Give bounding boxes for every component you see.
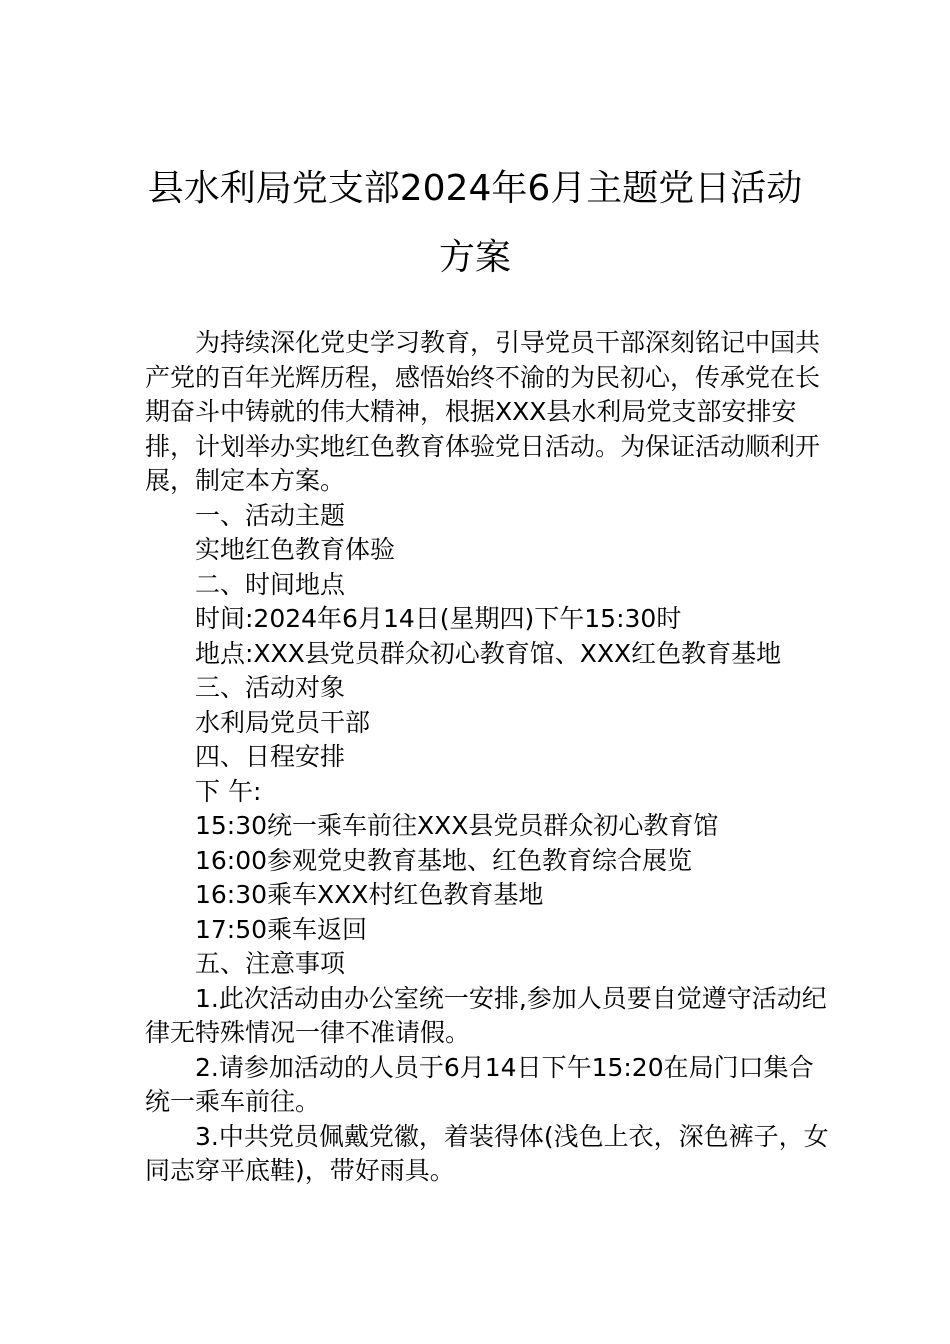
- section-heading-time-place: 二、时间地点: [195, 569, 346, 599]
- document-title-line-2: 方案: [438, 237, 511, 278]
- time-text: 时间:2024年6月14日(星期四)下午15:30时: [195, 604, 682, 633]
- document-title-line-1: 县水利局党支部2024年6月主题党日活动: [147, 168, 803, 209]
- schedule-afternoon-label: 下 午:: [195, 776, 262, 806]
- schedule-item: 15:30统一乘车前往XXX县党员群众初心教育馆: [195, 811, 719, 840]
- theme-text: 实地红色教育体验: [195, 535, 396, 564]
- section-heading-participants: 三、活动对象: [195, 673, 346, 702]
- note-item: 3.中共党员佩戴党徽，着装得体(浅色上衣，深色裤子，女同志穿平底鞋)，带好雨具。: [145, 1121, 829, 1185]
- document-body: [145, 326, 835, 1189]
- section-heading-notes: 五、注意事项: [195, 949, 346, 978]
- intro-paragraph: 为持续深化党史学习教育，引导党员干部深刻铭记中国共产党的百年光辉历程，感悟始终不渝的为民初心，传承党在长期奋斗中铸就的伟大精神，根据XXX县水利局党支部安排安排，计划举办实地红色教育体验党日活动。为保证活动顺利开展，制定本方案。: [145, 328, 821, 495]
- participants-text: 水利局党员干部: [195, 707, 371, 737]
- note-item: 2.请参加活动的人员于6月14日下午15:20在局门口集合统一乘车前往。: [145, 1052, 814, 1116]
- schedule-item: 17:50乘车返回: [195, 914, 368, 944]
- section-heading-schedule: 四、日程安排: [195, 742, 346, 771]
- schedule-item: 16:00参观党史教育基地、红色教育综合展览: [195, 845, 693, 875]
- section-heading-theme: 一、活动主题: [195, 500, 346, 530]
- place-text: 地点:XXX县党员群众初心教育馆、XXX红色教育基地: [195, 638, 782, 668]
- note-item: 1.此次活动由办公室统一安排,参加人员要自觉遵守活动纪律无特殊情况一律不准请假。: [145, 983, 827, 1047]
- schedule-item: 16:30乘车XXX村红色教育基地: [195, 880, 544, 909]
